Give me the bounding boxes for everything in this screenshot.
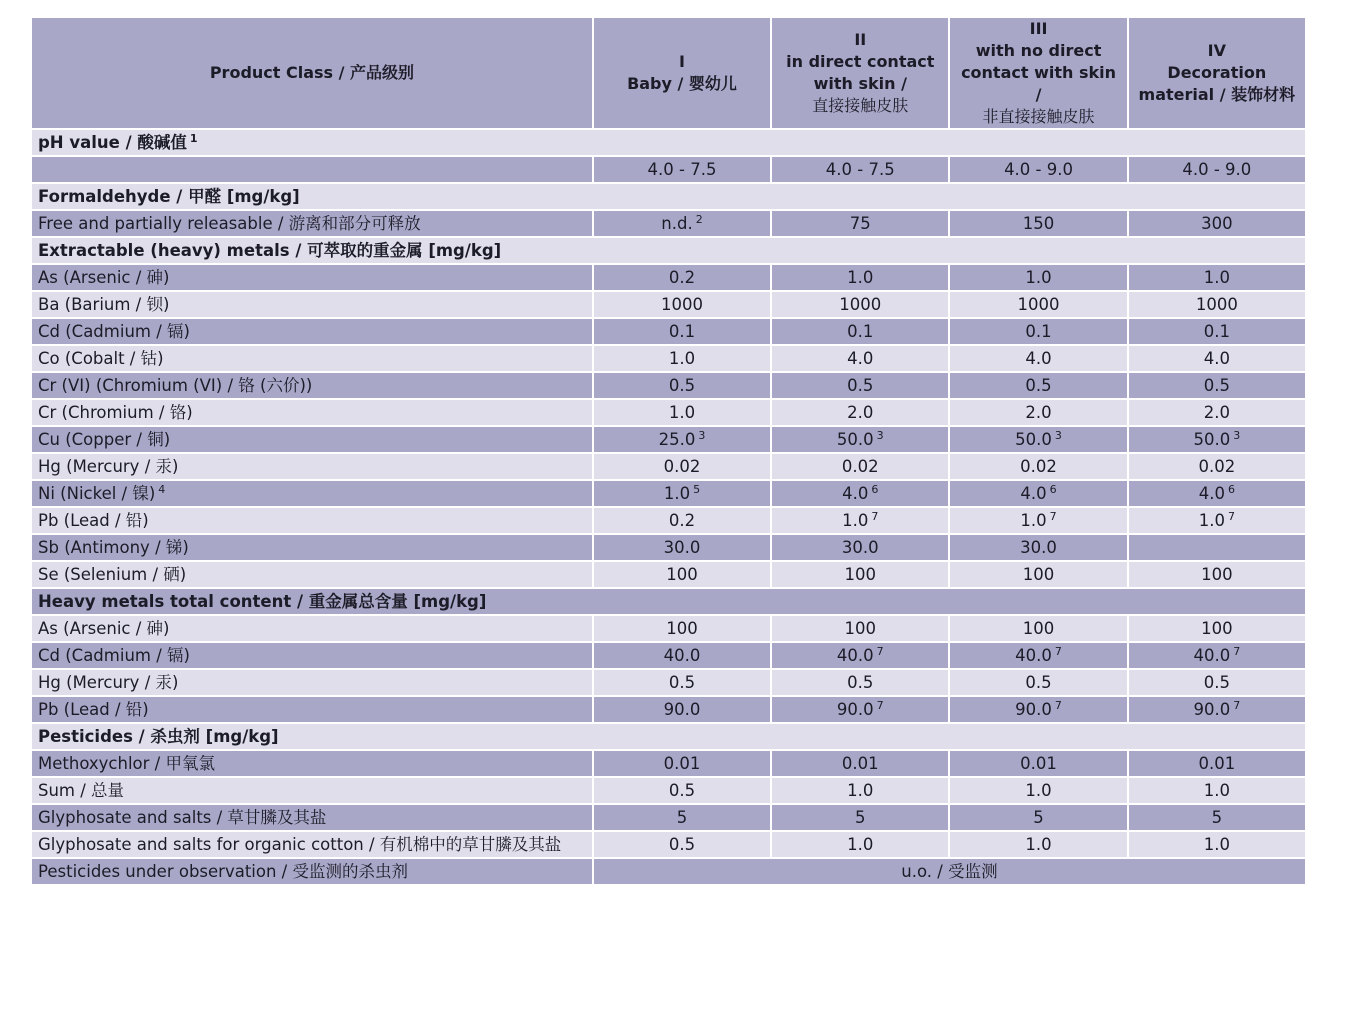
value-cell: 40.0 $^7$: [1128, 642, 1306, 669]
value-cell: 0.5: [593, 669, 771, 696]
value-cell: 0.5: [771, 669, 949, 696]
value-cell: 1000: [949, 291, 1127, 318]
value-cell: 1.0 $^7$: [949, 507, 1127, 534]
footnote-marker: 7: [876, 645, 884, 658]
value-cell: 90.0 $^7$: [1128, 696, 1306, 723]
value-cell: 100: [949, 561, 1127, 588]
section-row: [31, 237, 1306, 264]
row-label: Cd (Cadmium / 镉): [31, 318, 593, 345]
section-title: pH value / 酸碱值 $^1$: [31, 129, 1306, 156]
value-cell: 300: [1128, 210, 1306, 237]
value-cell: 0.1: [949, 318, 1127, 345]
value-cell: 4.0 - 7.5: [771, 156, 949, 183]
row-label: Co (Cobalt / 钴): [31, 345, 593, 372]
value-cell: 0.5: [771, 372, 949, 399]
footnote-marker: 6: [1227, 483, 1235, 496]
value-cell: 5: [593, 804, 771, 831]
row-label: Cd (Cadmium / 镉): [31, 642, 593, 669]
value-cell: 1.0: [1128, 831, 1306, 858]
value-cell: 150: [949, 210, 1127, 237]
value-cell: 5: [949, 804, 1127, 831]
value-cell: 0.5: [593, 777, 771, 804]
value-cell: 4.0: [771, 345, 949, 372]
value-cell: 100: [771, 615, 949, 642]
footnote-marker: 7: [1233, 699, 1241, 712]
value-cell: 40.0 $^7$: [949, 642, 1127, 669]
value-cell: 1.0 $^7$: [771, 507, 949, 534]
value-cell: 4.0 $^6$: [949, 480, 1127, 507]
value-cell: 0.2: [593, 264, 771, 291]
footnote-marker: 7: [1233, 645, 1241, 658]
section-title: Heavy metals total content / 重金属总含量 [mg/kg]: [31, 588, 1306, 615]
value-cell: 1000: [1128, 291, 1306, 318]
section-title: Formaldehyde / 甲醛 [mg/kg]: [31, 183, 1306, 210]
section-row: [31, 588, 1306, 615]
value-cell: 0.01: [1128, 750, 1306, 777]
header-row: [31, 17, 1306, 129]
value-cell: 50.0 $^3$: [949, 426, 1127, 453]
value-cell: 5: [771, 804, 949, 831]
footnote-marker: 3: [1233, 429, 1241, 442]
value-cell: 1.0: [771, 777, 949, 804]
value-cell: 0.5: [949, 669, 1127, 696]
section-row: [31, 129, 1306, 156]
row-label: Sum / 总量: [31, 777, 593, 804]
value-cell: 1.0: [593, 399, 771, 426]
value-cell: 100: [771, 561, 949, 588]
value-cell: 0.1: [771, 318, 949, 345]
value-cell: 1.0: [949, 831, 1127, 858]
table-row: [31, 399, 1306, 426]
table-row: [31, 372, 1306, 399]
header-class-4: IV Decoration material / 装饰材料: [1128, 17, 1306, 129]
row-label: Cr (VI) (Chromium (VI) / 铬 (六价)): [31, 372, 593, 399]
row-label: Free and partially releasable / 游离和部分可释放: [31, 210, 593, 237]
value-cell: 1.0: [593, 345, 771, 372]
value-cell: 90.0 $^7$: [949, 696, 1127, 723]
footnote-marker: 7: [1054, 699, 1062, 712]
footnote-marker: 7: [1227, 510, 1235, 523]
value-cell: 100: [593, 561, 771, 588]
table-row: [31, 615, 1306, 642]
value-cell: 100: [593, 615, 771, 642]
row-label: As (Arsenic / 砷): [31, 615, 593, 642]
value-cell: 1000: [593, 291, 771, 318]
value-cell: 40.0: [593, 642, 771, 669]
table-row: [31, 858, 1306, 885]
value-cell: 4.0 $^6$: [1128, 480, 1306, 507]
value-cell: n.d. $^2$: [593, 210, 771, 237]
value-cell: 5: [1128, 804, 1306, 831]
row-label: Pb (Lead / 铅): [31, 696, 593, 723]
value-cell: 1.0 $^7$: [1128, 507, 1306, 534]
row-label: Cu (Copper / 铜): [31, 426, 593, 453]
row-label: Glyphosate and salts for organic cotton / 有机棉中的草甘膦及其盐: [31, 831, 593, 858]
table-row: [31, 561, 1306, 588]
row-label: Se (Selenium / 硒): [31, 561, 593, 588]
table-row: [31, 264, 1306, 291]
table-row: [31, 507, 1306, 534]
footnote-marker: 7: [1054, 645, 1062, 658]
limits-table: [30, 16, 1307, 886]
value-cell: 50.0 $^3$: [771, 426, 949, 453]
value-cell: 2.0: [949, 399, 1127, 426]
row-label: Hg (Mercury / 汞): [31, 453, 593, 480]
value-cell: 0.01: [593, 750, 771, 777]
value-cell: 100: [1128, 561, 1306, 588]
table-row: [31, 318, 1306, 345]
value-cell: 0.02: [949, 453, 1127, 480]
value-cell: 1.0: [949, 264, 1127, 291]
table-row: [31, 831, 1306, 858]
footnote-marker: 6: [871, 483, 879, 496]
header-class-3: III with no direct contact with skin / 非直接接触皮肤: [949, 17, 1127, 129]
value-cell: 4.0 - 7.5: [593, 156, 771, 183]
table-row: [31, 669, 1306, 696]
footnote-marker: 1: [189, 132, 198, 145]
row-label: Glyphosate and salts / 草甘膦及其盐: [31, 804, 593, 831]
value-cell: 1.0 $^5$: [593, 480, 771, 507]
footnote-marker: 3: [1054, 429, 1062, 442]
value-cell: 100: [949, 615, 1127, 642]
table-row: [31, 642, 1306, 669]
value-cell: 2.0: [771, 399, 949, 426]
value-cell: 30.0: [593, 534, 771, 561]
value-cell: 0.1: [1128, 318, 1306, 345]
value-cell: 1.0: [771, 264, 949, 291]
value-cell: 50.0 $^3$: [1128, 426, 1306, 453]
table-row: [31, 156, 1306, 183]
value-cell: 1.0: [1128, 777, 1306, 804]
footnote-marker: 2: [695, 213, 703, 226]
value-cell: [1128, 534, 1306, 561]
table-row: [31, 804, 1306, 831]
value-cell: 4.0: [1128, 345, 1306, 372]
footnote-marker: 4: [158, 483, 166, 496]
table-row: [31, 777, 1306, 804]
value-cell: 1.0: [1128, 264, 1306, 291]
header-class-1: I Baby / 婴幼儿: [593, 17, 771, 129]
table-row: [31, 210, 1306, 237]
table-row: [31, 696, 1306, 723]
table-row: [31, 291, 1306, 318]
value-cell: 0.01: [771, 750, 949, 777]
header-class-2: II in direct contact with skin / 直接接触皮肤: [771, 17, 949, 129]
section-title: Extractable (heavy) metals / 可萃取的重金属 [mg/kg]: [31, 237, 1306, 264]
footnote-marker: 5: [693, 483, 701, 496]
value-cell: 30.0: [771, 534, 949, 561]
row-label: Ba (Barium / 钡): [31, 291, 593, 318]
value-cell: 100: [1128, 615, 1306, 642]
value-cell: 0.5: [593, 372, 771, 399]
row-label: As (Arsenic / 砷): [31, 264, 593, 291]
value-cell: 4.0 - 9.0: [949, 156, 1127, 183]
value-cell: 4.0 $^6$: [771, 480, 949, 507]
row-label: Sb (Antimony / 锑): [31, 534, 593, 561]
merged-value-cell: u.o. / 受监测: [593, 858, 1306, 885]
value-cell: 0.02: [1128, 453, 1306, 480]
value-cell: 1.0: [771, 831, 949, 858]
value-cell: 0.02: [593, 453, 771, 480]
value-cell: 4.0: [949, 345, 1127, 372]
footnote-marker: 6: [1049, 483, 1057, 496]
footnote-marker: 7: [871, 510, 879, 523]
value-cell: 0.2: [593, 507, 771, 534]
table-row: [31, 750, 1306, 777]
value-cell: 25.0 $^3$: [593, 426, 771, 453]
table-row: [31, 480, 1306, 507]
table-body: [31, 129, 1306, 885]
value-cell: 90.0 $^7$: [771, 696, 949, 723]
table-row: [31, 534, 1306, 561]
value-cell: 90.0: [593, 696, 771, 723]
row-label: Hg (Mercury / 汞): [31, 669, 593, 696]
value-cell: 0.02: [771, 453, 949, 480]
row-label: Cr (Chromium / 铬): [31, 399, 593, 426]
value-cell: 0.5: [1128, 372, 1306, 399]
value-cell: 0.5: [593, 831, 771, 858]
row-label: Pb (Lead / 铅): [31, 507, 593, 534]
value-cell: 0.5: [1128, 669, 1306, 696]
table-row: [31, 426, 1306, 453]
footnote-marker: 7: [1049, 510, 1057, 523]
value-cell: 30.0: [949, 534, 1127, 561]
row-label: Pesticides under observation / 受监测的杀虫剂: [31, 858, 593, 885]
footnote-marker: 3: [876, 429, 884, 442]
value-cell: 0.1: [593, 318, 771, 345]
value-cell: 0.01: [949, 750, 1127, 777]
row-label: [31, 156, 593, 183]
footnote-marker: 3: [698, 429, 706, 442]
value-cell: 2.0: [1128, 399, 1306, 426]
section-row: [31, 183, 1306, 210]
table-row: [31, 345, 1306, 372]
footnote-marker: 7: [876, 699, 884, 712]
header-product-class: Product Class / 产品级别: [31, 17, 593, 129]
row-label: Methoxychlor / 甲氧氯: [31, 750, 593, 777]
value-cell: 4.0 - 9.0: [1128, 156, 1306, 183]
value-cell: 75: [771, 210, 949, 237]
value-cell: 40.0 $^7$: [771, 642, 949, 669]
row-label: Ni (Nickel / 镍) $^4$: [31, 480, 593, 507]
section-row: [31, 723, 1306, 750]
value-cell: 1.0: [949, 777, 1127, 804]
value-cell: 1000: [771, 291, 949, 318]
section-title: Pesticides / 杀虫剂 [mg/kg]: [31, 723, 1306, 750]
value-cell: 0.5: [949, 372, 1127, 399]
table-row: [31, 453, 1306, 480]
